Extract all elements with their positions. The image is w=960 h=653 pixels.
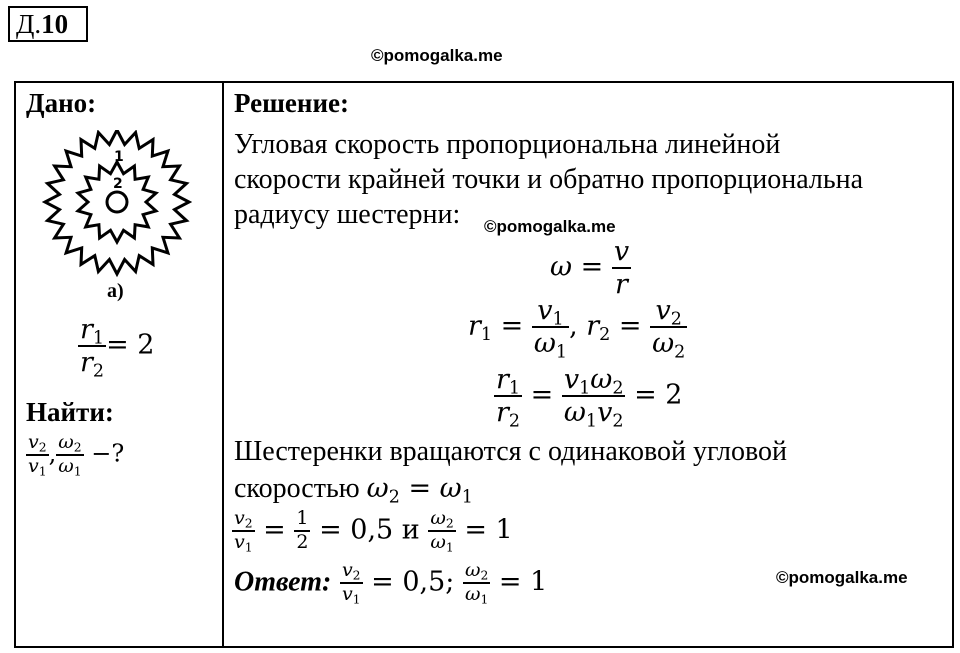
- problem-number: 10: [41, 9, 69, 39]
- ratio-fraction: $\frac{r_1}{r_2}$: [80, 314, 105, 382]
- gear-figure: [42, 130, 192, 280]
- problem-number-badge: [8, 6, 88, 42]
- find-v-ratio: $\frac{v_2}{v_1}$: [28, 431, 47, 479]
- formula-angular-speed: ω = $\frac{v}{r}$: [550, 236, 630, 301]
- figure-caption: а): [107, 280, 124, 302]
- watermark-top: ©pomogalka.me: [371, 46, 503, 65]
- gear-axle: [107, 192, 127, 212]
- find-heading: Найти:: [26, 397, 114, 427]
- answer-label: Ответ:: [234, 566, 332, 598]
- watermark-middle: ©pomogalka.me: [484, 217, 616, 236]
- gear2-label: 2: [113, 176, 123, 192]
- problem-prefix: Д.: [16, 9, 42, 39]
- solution-text-line-1: Угловая скорость пропорциональна линейной: [234, 129, 781, 160]
- solution-text-line-2: скорости крайней точки и обратно пропорциональна: [234, 164, 864, 195]
- formula-radii: $r_1$ = $\frac{v_1}{\omega_1}$ , $r_2$ = $\frac{v_2}{\omega_2}$: [468, 295, 686, 363]
- inner-gear: [78, 162, 156, 242]
- find-w-ratio: $\frac{\omega_2}{\omega_1}$: [58, 431, 82, 479]
- formula-ratios: $\frac{v_2}{v_1}$ = $\frac{1}{2}$ = 0,5 и $\frac{\omega_2}{\omega_1}$ = 1: [234, 507, 513, 555]
- watermark-bottom: ©pomogalka.me: [776, 568, 908, 587]
- given-ratio: [78, 314, 155, 382]
- answer-line: Ответ: $\frac{v_2}{v_1}$ = 0,5; $\frac{\omega_2}{\omega_1}$ = 1: [234, 559, 548, 607]
- given-heading: Дано:: [26, 88, 97, 118]
- gear1-label: 1: [114, 149, 124, 165]
- solution-text-line-4: Шестеренки вращаются с одинаковой угловой: [234, 436, 788, 467]
- ratio-value: = 2: [106, 329, 155, 361]
- formula-radius-ratio: $\frac{r_1}{r_2}$ = $\frac{v_1\omega_2}{\omega_1v_2}$ = 2: [496, 364, 683, 432]
- column-divider: [222, 81, 224, 648]
- solution-text-line-3: радиусу шестерни:: [234, 199, 461, 230]
- find-question: −?: [83, 439, 125, 468]
- solution-text-line-5: скоростью $\omega_2 = \omega_1$: [234, 473, 473, 508]
- find-expression: $\frac{v_2}{v_1}$ , $\frac{\omega_2}{\omega_1}$ −?: [28, 431, 125, 479]
- solution-heading: Решение:: [234, 88, 349, 118]
